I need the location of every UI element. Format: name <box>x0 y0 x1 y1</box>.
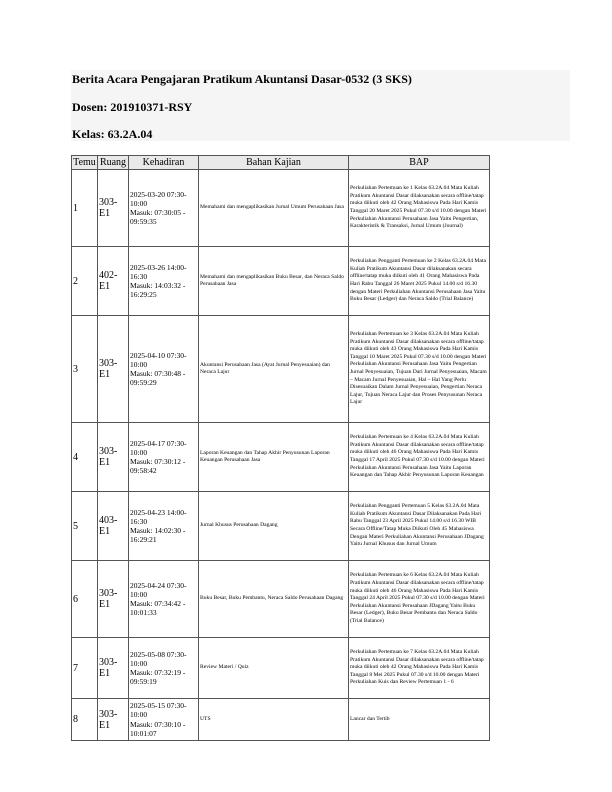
bahan-kajian-cell: Akuntansi Perusahaan Jasa (Ayat Jurnal Penyesuaian) dan Neraca Lajur <box>199 316 349 423</box>
schedule-text: 2025-04-24 07:30-10:00 <box>130 580 187 599</box>
attendance-text: Masuk: 07:34:42 - 10:01:33 <box>130 599 186 618</box>
temu-cell: 6 <box>72 561 98 638</box>
bap-cell: Perkuliahan Pertemuan ke 7 Kelas 63.2A.04 Mata Kuliah Pratikum Akuntansi Dasar dilaksanakan secara offline/tatap muka diikuti oleh 42 Orang Mahasiswa Pada Hari Kamis Tanggal 8 Mei 2025 Pukul 07.30 s/d 10.00 dengan Materi Perkuliahan Kuis dan Review Pertemuan 1 - 6 <box>349 638 490 699</box>
table-row <box>72 638 490 699</box>
ruang-cell: 303-E1 <box>98 638 129 699</box>
table-row <box>72 561 490 638</box>
table-row <box>72 492 490 561</box>
kehadiran-cell <box>129 247 199 316</box>
bap-cell: Perkuliahan Pengganti Pertemuan ke 2 Kelas 63.2A.04 Mata Kuliah Pratikum Akuntansi Dasar dilaksanakan secara offline/tatap muka diikuti oleh 41 Orang Mahasiswa Pada Hari Rabu Tanggal 26 Maret 2025 Pukul 14.00 s/d 16.30 dengan Materi Perkuliahan Akuntansi Perusahaan Jasa Yaitu Buku Besar (Ledger) dan Neraca Saldo (Trial Balance) <box>349 247 490 316</box>
temu-cell: 8 <box>72 699 98 741</box>
document-title: Berita Acara Pengajaran Pratikum Akuntansi Dasar-0532 (3 SKS) <box>72 72 412 86</box>
attendance-text: Masuk: 14:02:30 - 16:29:21 <box>130 526 186 545</box>
bahan-kajian-cell: Memahami dan mengaplikasikan Buku Besar, dan Neraca Saldo Perusahaan Jasa <box>199 247 349 316</box>
kehadiran-cell <box>129 699 199 741</box>
temu-cell: 5 <box>72 492 98 561</box>
kehadiran-cell <box>129 316 199 423</box>
attendance-text: Masuk: 14:03:32 - 16:29:25 <box>130 281 186 300</box>
table-row <box>72 170 490 247</box>
bahan-kajian-cell: Laporan Keuangan dan Tahap Akhir Penyusunan Laporan Keuangan Perusahaan Jasa <box>199 423 349 492</box>
bap-cell: Perkuliahan Pengganti Pertemuan 5 Kelas 63.2A.04 Mata Kuliah Pratikum Akuntansi Dasar Dilaksanakan Pada Hari Rabu Tanggal 23 April 2025 Pukul 14.00 s/d 16.30 WIB Secara Offline/Tatap Muka Diikuti Oleh 45 Mahasiswa Dengan Materi Perkuliahan Akuntansi Perusahaan JDagang Yaitu Jurnal Khusus dan Jurnal Umum <box>349 492 490 561</box>
kehadiran-cell <box>129 561 199 638</box>
bahan-kajian-cell: Buku Besar, Buku Pembantu, Neraca Saldo Perusahaan Dagang <box>199 561 349 638</box>
column-header-bahan-kajian: Bahan Kajian <box>199 156 349 170</box>
schedule-text: 2025-03-20 07:30-10:00 <box>130 189 187 208</box>
bap-table <box>71 155 490 741</box>
attendance-text: Masuk: 07:30:05 - 09:59:35 <box>130 208 186 227</box>
temu-cell: 3 <box>72 316 98 423</box>
table-header-row <box>72 156 490 170</box>
bahan-kajian-cell: Review Materi / Quiz <box>199 638 349 699</box>
bap-cell: Perkuliahan Pertemuan ke 3 Kelas 63.2A.04 Mata Kuliah Pratikum Akuntansi Dasar dilaksanakan secara offline/tatap muka diikuti oleh 43 Orang Mahasiswa Pada Hari Kamis Tanggal 10 Maret 2025 Pukul 07.30 s/d 10.00 dengan Materi Perkuliahan Akuntansi Perusahaan Jasa Yaitu Pengertian Jurnal Penyesuaian, Tujuan Dari Jurnal Penyesuaian, Macam – Macam Jurnal Penyesuaian, Hal – Hal Yang Perlu Disesuaikan Dalam Jurnal Penyesuaian, Pengertian Neraca Lajur, Tujuan Neraca Lajur dan Proses Penyusunan Neraca Lajur <box>349 316 490 423</box>
attendance-text: Masuk: 07:30:12 - 09:58:42 <box>130 457 186 476</box>
column-header-kehadiran: Kehadiran <box>129 156 199 170</box>
schedule-text: 2025-04-23 14:00-16:30 <box>130 507 187 526</box>
bahan-kajian-cell: Jurnal Khusus Perusahaan Dagang <box>199 492 349 561</box>
attendance-text: Masuk: 07:30:48 - 09:59:29 <box>130 369 186 388</box>
schedule-text: 2025-04-17 07:30-10:00 <box>130 438 187 457</box>
lecturer-line: Dosen: 201910371-RSY <box>72 100 193 114</box>
bap-cell: Lancar dan Tertib <box>349 699 490 741</box>
kehadiran-cell <box>129 638 199 699</box>
ruang-cell: 403-E1 <box>98 492 129 561</box>
bahan-kajian-cell: Memahami dan mengaplikasikan Jurnal Umum Perusahaan Jasa <box>199 170 349 247</box>
table-row <box>72 423 490 492</box>
column-header-temu: Temu <box>73 156 96 168</box>
attendance-text: Masuk: 07:30:10 - 10:01:07 <box>130 719 186 738</box>
temu-cell: 4 <box>72 423 98 492</box>
temu-cell: 2 <box>72 247 98 316</box>
ruang-cell: 303-E1 <box>98 699 129 741</box>
schedule-text: 2025-04-10 07:30-10:00 <box>130 350 187 369</box>
table-row <box>72 247 490 316</box>
ruang-cell: 402-E1 <box>98 247 129 316</box>
temu-cell: 7 <box>72 638 98 699</box>
column-header-ruang: Ruang <box>98 156 129 170</box>
schedule-text: 2025-05-15 07:30-10:00 <box>130 701 187 720</box>
attendance-text: Masuk: 07:32:19 - 09:59:19 <box>130 668 186 687</box>
schedule-text: 2025-05-08 07:30-10:00 <box>130 649 187 668</box>
bahan-kajian-cell: UTS <box>199 699 349 741</box>
temu-cell: 1 <box>72 170 98 247</box>
ruang-cell: 303-E1 <box>98 423 129 492</box>
table-row <box>72 316 490 423</box>
bap-cell: Perkuliahan Pertemuan ke 6 Kelas 63.2A.04 Mata Kuliah Pratikum Akuntansi Dasar dilaksanakan secara offline/tatap muka diikuti oleh 46 Orang Mahasiswa Pada Hari Kamis Tanggal 24 April 2025 Pukul 07.30 s/d 10.00 dengan Materi Perkuliahan Akuntansi Perusahaan JDagang Yaitu Buku Besar (Ledger), Buku Besar Pembantu dan Neraca Saldo (Trial Balance) <box>349 561 490 638</box>
ruang-cell: 303-E1 <box>98 561 129 638</box>
kehadiran-cell <box>129 170 199 247</box>
ruang-cell: 303-E1 <box>98 316 129 423</box>
ruang-cell: 303-E1 <box>98 170 129 247</box>
class-line: Kelas: 63.2A.04 <box>72 127 153 141</box>
bap-cell: Perkuliahan Pertemuan ke 4 Kelas 63.2A.04 Mata Kuliah Pratikum Akuntansi Dasar dilaksanakan secara offline/tatap muka diikuti oleh 46 Orang Mahasiswa Pada Hari Kamis Tanggal 17 April 2025 Pukul 07.30 s/d 10.00 dengan Materi Perkuliahan Akuntansi Perusahaan Jasa Yaitu Laporan Keuangan dan Tahap Akhir Penyusunan Laporan Keuangan <box>349 423 490 492</box>
bap-cell: Perkuliahan Pertemuan ke 1 Kelas 63.2A.04 Mata Kuliah Pratikum Akuntansi Dasar dilaksanakan secara offline/tatap muka diikuti oleh 42 Orang Mahasiswa Pada Hari Kamis Tanggal 20 Maret 2025 Pukul 07.30 s/d 10.00 dengan Materi Perkuliahan Akuntansi Perusahaan Jasa Yaitu Pengertian, Karakteristik & Transaksi, Jurnal Umum (Journal) <box>349 170 490 247</box>
kehadiran-cell <box>129 492 199 561</box>
schedule-text: 2025-03-26 14:00-16:30 <box>130 262 187 281</box>
column-header-bap: BAP <box>349 156 490 170</box>
table-row <box>72 699 490 741</box>
kehadiran-cell <box>129 423 199 492</box>
